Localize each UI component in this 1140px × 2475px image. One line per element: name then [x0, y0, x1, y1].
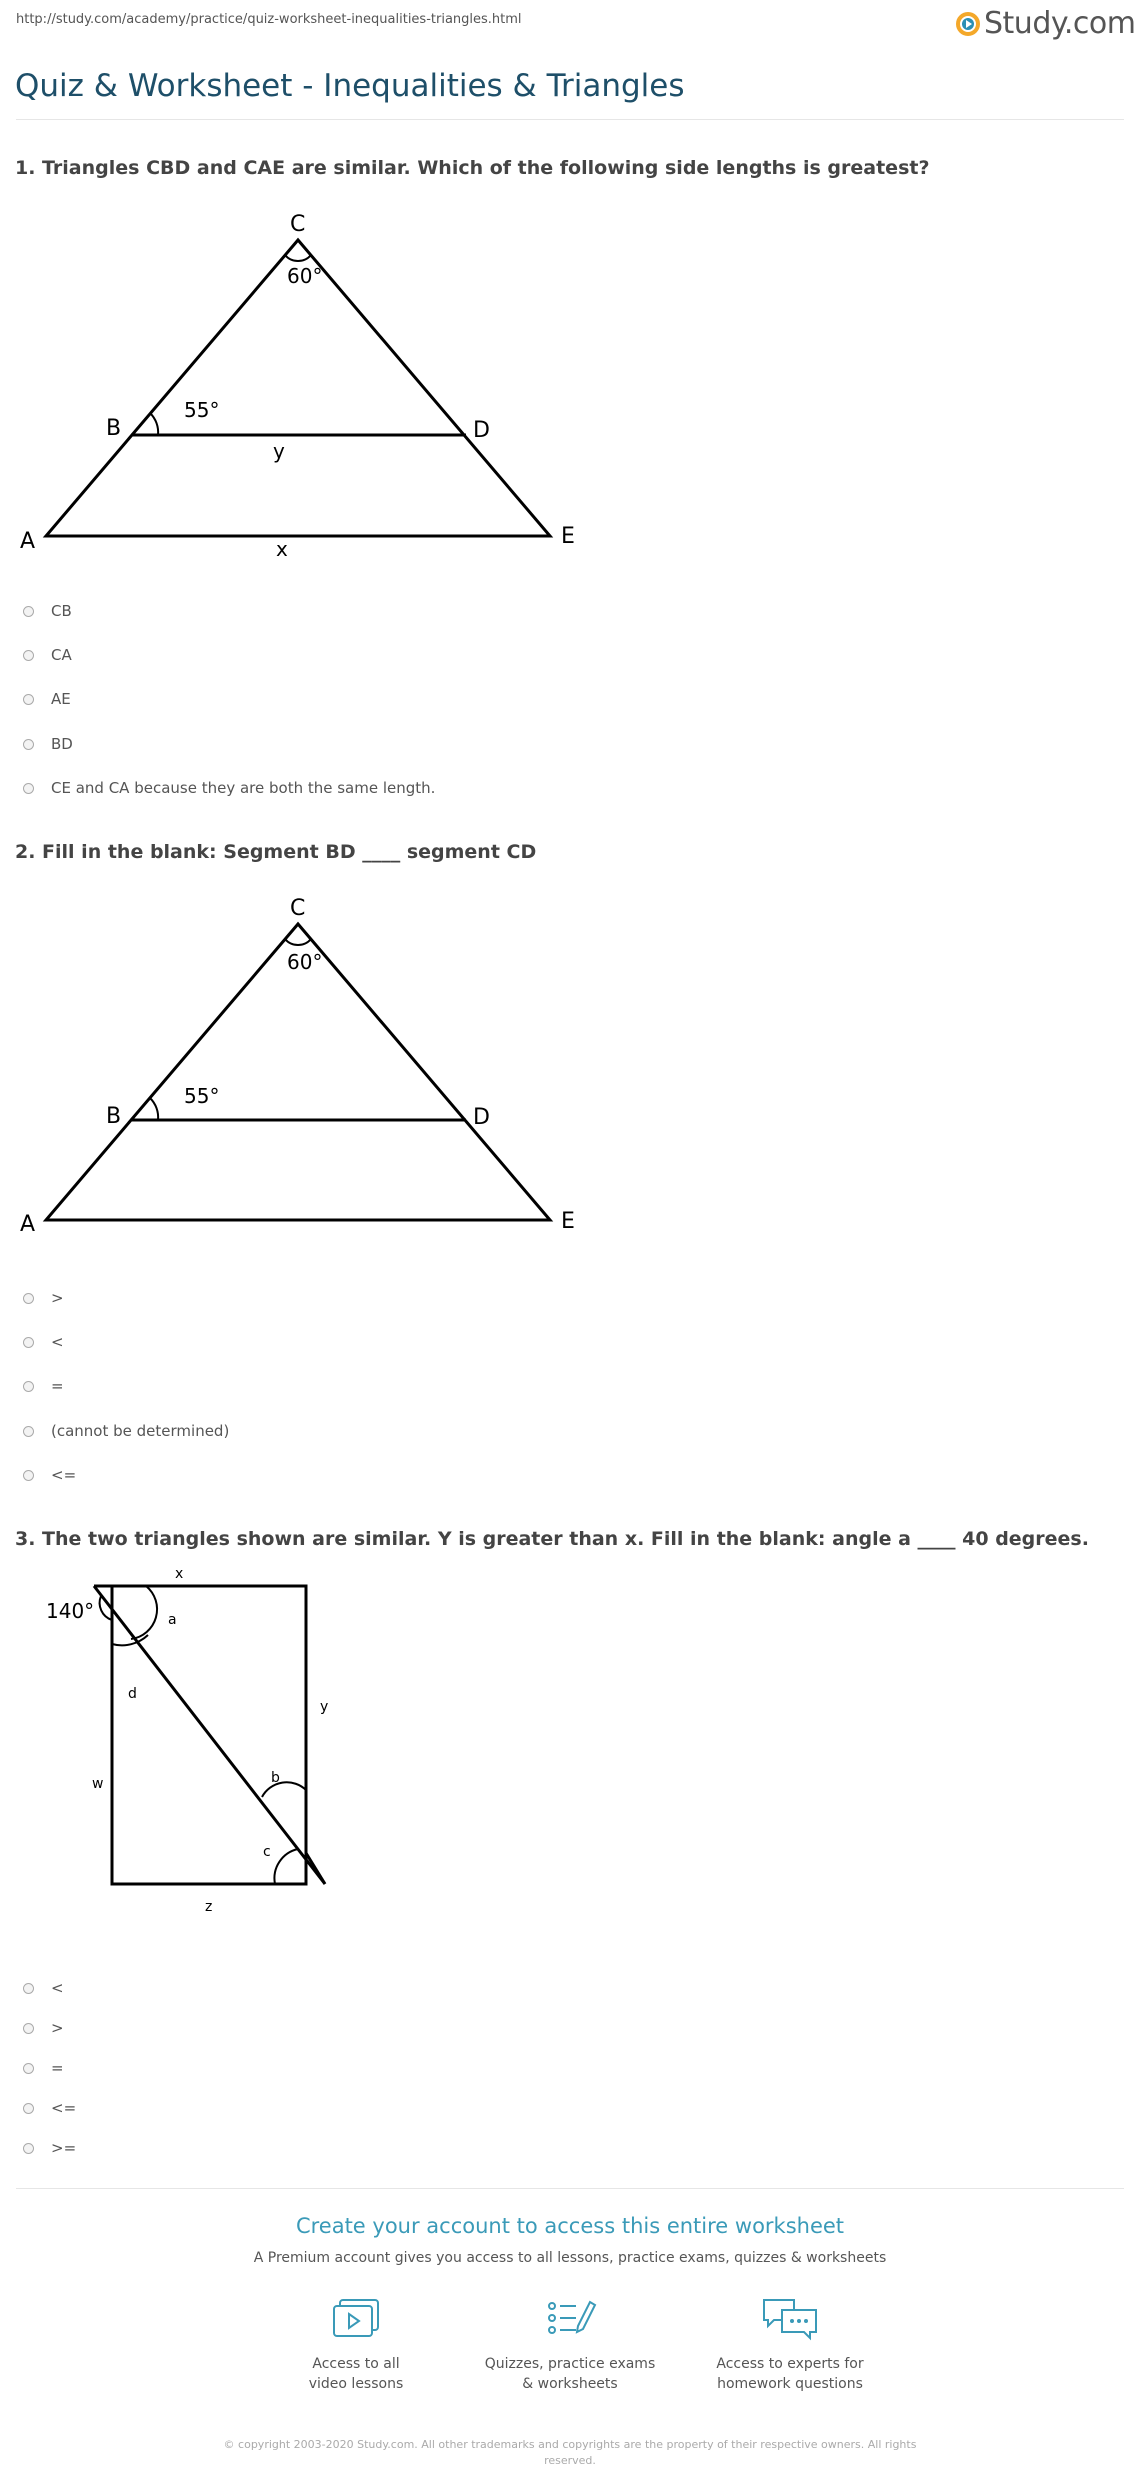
radio-button[interactable] [23, 2023, 34, 2034]
quiz-checklist-icon [540, 2296, 600, 2344]
q3-label-c: c [263, 1844, 271, 1860]
radio-button[interactable] [23, 739, 34, 750]
q1-label-x: x [276, 537, 288, 561]
video-lesson-icon [326, 2296, 386, 2344]
copyright-text: © copyright 2003-2020 Study.com. All other trademarks and copyrights are the property of their respective owners. All rights reserved. [223, 2438, 917, 2467]
page-url[interactable]: http://study.com/academy/practice/quiz-worksheet-inequalities-triangles.html [16, 12, 522, 27]
q3-label-x: x [175, 1566, 184, 1582]
q1-option-3[interactable]: AE [23, 690, 71, 708]
q2-angle-b: 55° [184, 1084, 220, 1108]
q2-label-e: E [561, 1209, 575, 1234]
q1-option-1[interactable]: CB [23, 602, 72, 620]
q2-option-5[interactable]: <= [23, 1466, 76, 1484]
q2-label-b: B [106, 1104, 122, 1129]
radio-button[interactable] [23, 650, 34, 661]
q2-angle-c: 60° [287, 950, 323, 974]
q2-label-c: C [290, 896, 306, 921]
logo-mark-icon [955, 11, 981, 37]
radio-button[interactable] [23, 2103, 34, 2114]
question-1-figure [0, 205, 600, 570]
q1-label-b: B [106, 416, 122, 441]
q1-option-2[interactable]: CA [23, 646, 72, 664]
radio-button[interactable] [23, 783, 34, 794]
question-1-text: 1. Triangles CBD and CAE are similar. Which of the following side lengths is greatest? [15, 157, 930, 179]
feature-line: homework questions [717, 2376, 863, 2392]
cta-title[interactable]: Create your account to access this entire worksheet [295, 2214, 845, 2238]
radio-button[interactable] [23, 2143, 34, 2154]
logo-text: Study.com [984, 6, 1136, 41]
feature-line: & worksheets [522, 2376, 618, 2392]
q2-option-4[interactable]: (cannot be determined) [23, 1422, 229, 1440]
q1-label-a: A [20, 529, 36, 554]
q3-option-1[interactable]: < [23, 1979, 64, 1997]
q1-option-5[interactable]: CE and CA because they are both the same length. [23, 779, 435, 797]
q3-angle-140: 140° [46, 1599, 95, 1623]
feature-video-lessons [266, 2296, 446, 2394]
radio-button[interactable] [23, 694, 34, 705]
study-logo[interactable] [955, 6, 1135, 41]
q1-label-e: E [561, 524, 575, 549]
radio-button[interactable] [23, 1293, 34, 1304]
question-3-text: 3. The two triangles shown are similar. Y is greater than x. Fill in the blank: angle a ____ 40 degrees. [15, 1528, 1089, 1550]
q2-option-1[interactable]: > [23, 1289, 64, 1307]
q3-option-4[interactable]: <= [23, 2099, 76, 2117]
question-3-figure [0, 1560, 420, 1920]
q3-label-d: d [128, 1686, 137, 1702]
feature-quizzes [480, 2296, 660, 2394]
q3-label-z: z [205, 1899, 213, 1915]
q3-option-5[interactable]: >= [23, 2139, 76, 2157]
radio-button[interactable] [23, 1983, 34, 1994]
q1-label-y: y [273, 439, 285, 463]
q3-label-y: y [320, 1699, 329, 1715]
q2-label-a: A [20, 1212, 36, 1237]
q1-option-4[interactable]: BD [23, 735, 73, 753]
q2-option-2[interactable]: < [23, 1333, 64, 1351]
radio-button[interactable] [23, 1426, 34, 1437]
radio-button[interactable] [23, 1337, 34, 1348]
cta-subtitle: A Premium account gives you access to all lessons, practice exams, quizzes & worksheets [253, 2250, 887, 2266]
cta-divider [16, 2188, 1124, 2189]
q3-option-3[interactable]: = [23, 2059, 64, 2077]
feature-line: Access to experts for [716, 2356, 864, 2372]
radio-button[interactable] [23, 1381, 34, 1392]
q1-angle-b: 55° [184, 398, 220, 422]
feature-line: video lessons [308, 2376, 404, 2392]
feature-line: Quizzes, practice exams [484, 2356, 656, 2372]
page-title: Quiz & Worksheet - Inequalities & Triangles [15, 68, 685, 104]
q3-label-b: b [271, 1770, 280, 1786]
radio-button[interactable] [23, 2063, 34, 2074]
q3-label-w: w [92, 1776, 104, 1792]
chat-bubbles-icon [758, 2296, 822, 2344]
feature-experts [700, 2296, 880, 2394]
q1-label-c: C [290, 212, 306, 237]
radio-button[interactable] [23, 1470, 34, 1481]
q3-option-2[interactable]: > [23, 2019, 64, 2037]
feature-line: Access to all [312, 2356, 400, 2372]
q2-label-d: D [473, 1105, 490, 1130]
q3-label-a: a [168, 1612, 177, 1628]
question-2-text: 2. Fill in the blank: Segment BD ____ segment CD [15, 841, 537, 863]
q1-label-d: D [473, 418, 490, 443]
title-divider [16, 119, 1124, 120]
q1-angle-c: 60° [287, 264, 323, 288]
q2-option-3[interactable]: = [23, 1377, 64, 1395]
radio-button[interactable] [23, 606, 34, 617]
question-2-figure [0, 890, 600, 1250]
